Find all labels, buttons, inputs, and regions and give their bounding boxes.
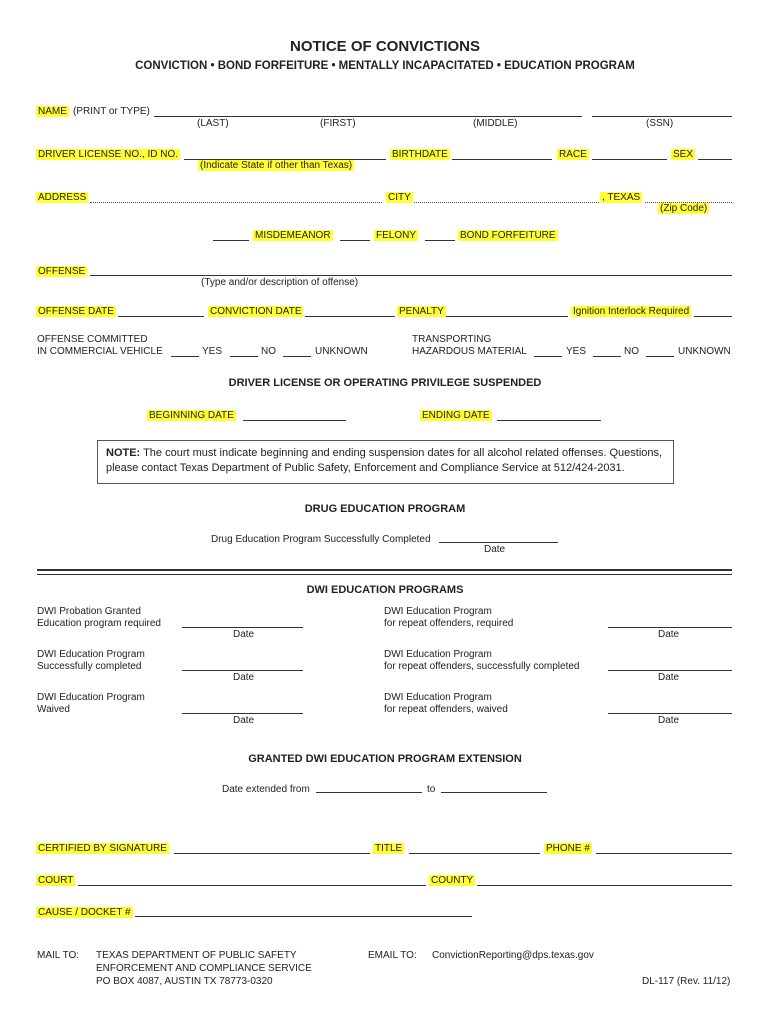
offense-hint: (Type and/or description of offense) bbox=[201, 277, 359, 288]
dwi-right-1-field[interactable] bbox=[608, 627, 732, 628]
drug-heading: DRUG EDUCATION PROGRAM bbox=[304, 503, 466, 515]
mail-address-1: TEXAS DEPARTMENT OF PUBLIC SAFETY bbox=[96, 950, 297, 961]
city-label: CITY bbox=[388, 192, 411, 203]
dwi-left-2-field[interactable] bbox=[182, 670, 303, 671]
court-label: COURT bbox=[38, 875, 74, 886]
city-field[interactable] bbox=[414, 202, 599, 203]
mail-address-3: PO BOX 4087, AUSTIN TX 78773-0320 bbox=[96, 976, 273, 987]
dwi-right-1-l1: DWI Education Program bbox=[384, 606, 492, 617]
hazmat-line2: HAZARDOUS MATERIAL bbox=[412, 346, 527, 357]
name-label: NAME bbox=[38, 106, 67, 117]
name-field[interactable] bbox=[154, 116, 582, 117]
dwi-right-2-l1: DWI Education Program bbox=[384, 649, 492, 660]
commercial-no: NO bbox=[261, 346, 276, 357]
commercial-no-check[interactable] bbox=[230, 356, 258, 357]
middle-hint: (MIDDLE) bbox=[473, 118, 518, 129]
court-field[interactable] bbox=[78, 885, 426, 886]
ending-date-field[interactable] bbox=[497, 420, 601, 421]
conviction-date-field[interactable] bbox=[305, 316, 395, 317]
texas-label: , TEXAS bbox=[602, 192, 641, 203]
beginning-date-field[interactable] bbox=[243, 420, 346, 421]
hazmat-no-check[interactable] bbox=[593, 356, 621, 357]
ssn-hint: (SSN) bbox=[646, 118, 674, 129]
sex-field[interactable] bbox=[698, 159, 732, 160]
extension-to-label: to bbox=[427, 784, 436, 795]
birthdate-field[interactable] bbox=[452, 159, 552, 160]
dwi-right-3-field[interactable] bbox=[608, 713, 732, 714]
offense-label: OFFENSE bbox=[38, 266, 86, 277]
penalty-field[interactable] bbox=[446, 316, 568, 317]
hazmat-unknown-check[interactable] bbox=[646, 356, 674, 357]
address-label: ADDRESS bbox=[38, 192, 87, 203]
extension-from-field[interactable] bbox=[316, 792, 422, 793]
dwi-right-3-l1: DWI Education Program bbox=[384, 692, 492, 703]
first-hint: (FIRST) bbox=[320, 118, 356, 129]
dwi-right-1-date: Date bbox=[658, 629, 680, 640]
state-hint: (Indicate State if other than Texas) bbox=[200, 160, 353, 171]
ssn-field[interactable] bbox=[592, 116, 732, 117]
last-hint: (LAST) bbox=[197, 118, 229, 129]
dwi-left-3-l1: DWI Education Program bbox=[37, 692, 145, 703]
drug-date-hint: Date bbox=[484, 544, 506, 555]
commercial-line1: OFFENSE COMMITTED bbox=[37, 334, 148, 345]
print-hint: (PRINT or TYPE) bbox=[73, 106, 150, 117]
ignition-interlock-label: Ignition Interlock Required bbox=[573, 306, 690, 317]
hazmat-no: NO bbox=[624, 346, 639, 357]
dwi-right-2-date: Date bbox=[658, 672, 680, 683]
dwi-right-3-date: Date bbox=[658, 715, 680, 726]
extension-heading: GRANTED DWI EDUCATION PROGRAM EXTENSION bbox=[248, 753, 522, 765]
commercial-yes: YES bbox=[202, 346, 223, 357]
race-label: RACE bbox=[559, 149, 587, 160]
hazmat-line1: TRANSPORTING bbox=[412, 334, 492, 345]
misdemeanor-label: MISDEMEANOR bbox=[255, 230, 331, 241]
extension-to-field[interactable] bbox=[441, 792, 547, 793]
dwi-left-2-date: Date bbox=[233, 672, 255, 683]
dwi-left-2-l2: Successfully completed bbox=[37, 661, 142, 672]
divider bbox=[37, 569, 732, 575]
commercial-yes-check[interactable] bbox=[171, 356, 199, 357]
commercial-unknown-check[interactable] bbox=[283, 356, 311, 357]
county-label: COUNTY bbox=[431, 875, 474, 886]
phone-label: PHONE # bbox=[546, 843, 590, 854]
dwi-right-2-field[interactable] bbox=[608, 670, 732, 671]
dwi-heading: DWI EDUCATION PROGRAMS bbox=[306, 584, 464, 596]
signature-field[interactable] bbox=[174, 853, 370, 854]
note-text: The court must indicate beginning and ending suspension dates for all alcohol related offenses. Questions, please contact Texas Department of Public Safety, Enforcement and Compliance Service at 512/424-2031. bbox=[106, 447, 663, 474]
suspension-note bbox=[97, 440, 674, 484]
email-to-label: EMAIL TO: bbox=[368, 950, 417, 961]
mail-address-2: ENFORCEMENT AND COMPLIANCE SERVICE bbox=[96, 963, 312, 974]
offense-date-field[interactable] bbox=[118, 316, 204, 317]
email-address[interactable]: ConvictionReporting@dps.texas.gov bbox=[432, 950, 594, 961]
dwi-left-1-l1: DWI Probation Granted bbox=[37, 606, 141, 617]
address-field[interactable] bbox=[90, 202, 382, 203]
title-field[interactable] bbox=[409, 853, 540, 854]
bond-forfeiture-check[interactable] bbox=[425, 240, 455, 241]
cause-docket-label: CAUSE / DOCKET # bbox=[38, 907, 131, 918]
dwi-left-3-field[interactable] bbox=[182, 713, 303, 714]
commercial-line2: IN COMMERCIAL VEHICLE bbox=[37, 346, 163, 357]
commercial-unknown: UNKNOWN bbox=[315, 346, 368, 357]
license-label: DRIVER LICENSE NO., ID NO. bbox=[38, 149, 179, 160]
dwi-left-3-date: Date bbox=[233, 715, 255, 726]
hazmat-unknown: UNKNOWN bbox=[678, 346, 731, 357]
offense-field[interactable] bbox=[90, 275, 732, 276]
form-id: DL-117 (Rev. 11/12) bbox=[642, 976, 731, 987]
offense-date-label: OFFENSE DATE bbox=[38, 306, 114, 317]
dwi-right-2-l2: for repeat offenders, successfully completed bbox=[384, 661, 580, 672]
dwi-right-3-l2: for repeat offenders, waived bbox=[384, 704, 508, 715]
mail-to-label: MAIL TO: bbox=[37, 950, 80, 961]
hazmat-yes: YES bbox=[566, 346, 587, 357]
ignition-interlock-check[interactable] bbox=[694, 316, 732, 317]
extension-from-label: Date extended from bbox=[222, 784, 310, 795]
dwi-left-1-date: Date bbox=[233, 629, 255, 640]
form-title: NOTICE OF CONVICTIONS bbox=[289, 38, 480, 55]
penalty-label: PENALTY bbox=[399, 306, 444, 317]
phone-field[interactable] bbox=[596, 853, 732, 854]
misdemeanor-check[interactable] bbox=[213, 240, 249, 241]
birthdate-label: BIRTHDATE bbox=[392, 149, 448, 160]
felony-check[interactable] bbox=[340, 240, 370, 241]
form-subtitle: CONVICTION • BOND FORFEITURE • MENTALLY INCAPACITATED • EDUCATION PROGRAM bbox=[135, 60, 635, 72]
ending-date-label: ENDING DATE bbox=[422, 410, 490, 421]
dwi-left-1-l2: Education program required bbox=[37, 618, 161, 629]
race-field[interactable] bbox=[592, 159, 667, 160]
conviction-date-label: CONVICTION DATE bbox=[210, 306, 302, 317]
drug-date-field[interactable] bbox=[439, 542, 558, 543]
title-label: TITLE bbox=[375, 843, 403, 854]
sex-label: SEX bbox=[673, 149, 694, 160]
drug-completed-label: Drug Education Program Successfully Completed bbox=[211, 534, 431, 545]
county-field[interactable] bbox=[477, 885, 732, 886]
hazmat-yes-check[interactable] bbox=[534, 356, 562, 357]
dwi-right-1-l2: for repeat offenders, required bbox=[384, 618, 514, 629]
dwi-left-2-l1: DWI Education Program bbox=[37, 649, 145, 660]
bond-forfeiture-label: BOND FORFEITURE bbox=[460, 230, 556, 241]
dwi-left-3-l2: Waived bbox=[37, 704, 70, 715]
suspension-heading: DRIVER LICENSE OR OPERATING PRIVILEGE SUSPENDED bbox=[228, 377, 542, 389]
signature-label: CERTIFIED BY SIGNATURE bbox=[38, 843, 167, 854]
cause-docket-field[interactable] bbox=[135, 916, 472, 917]
beginning-date-label: BEGINNING DATE bbox=[149, 410, 234, 421]
zip-hint: (Zip Code) bbox=[660, 203, 708, 214]
note-bold: NOTE: bbox=[106, 447, 141, 459]
felony-label: FELONY bbox=[376, 230, 417, 241]
dwi-left-1-field[interactable] bbox=[182, 627, 303, 628]
